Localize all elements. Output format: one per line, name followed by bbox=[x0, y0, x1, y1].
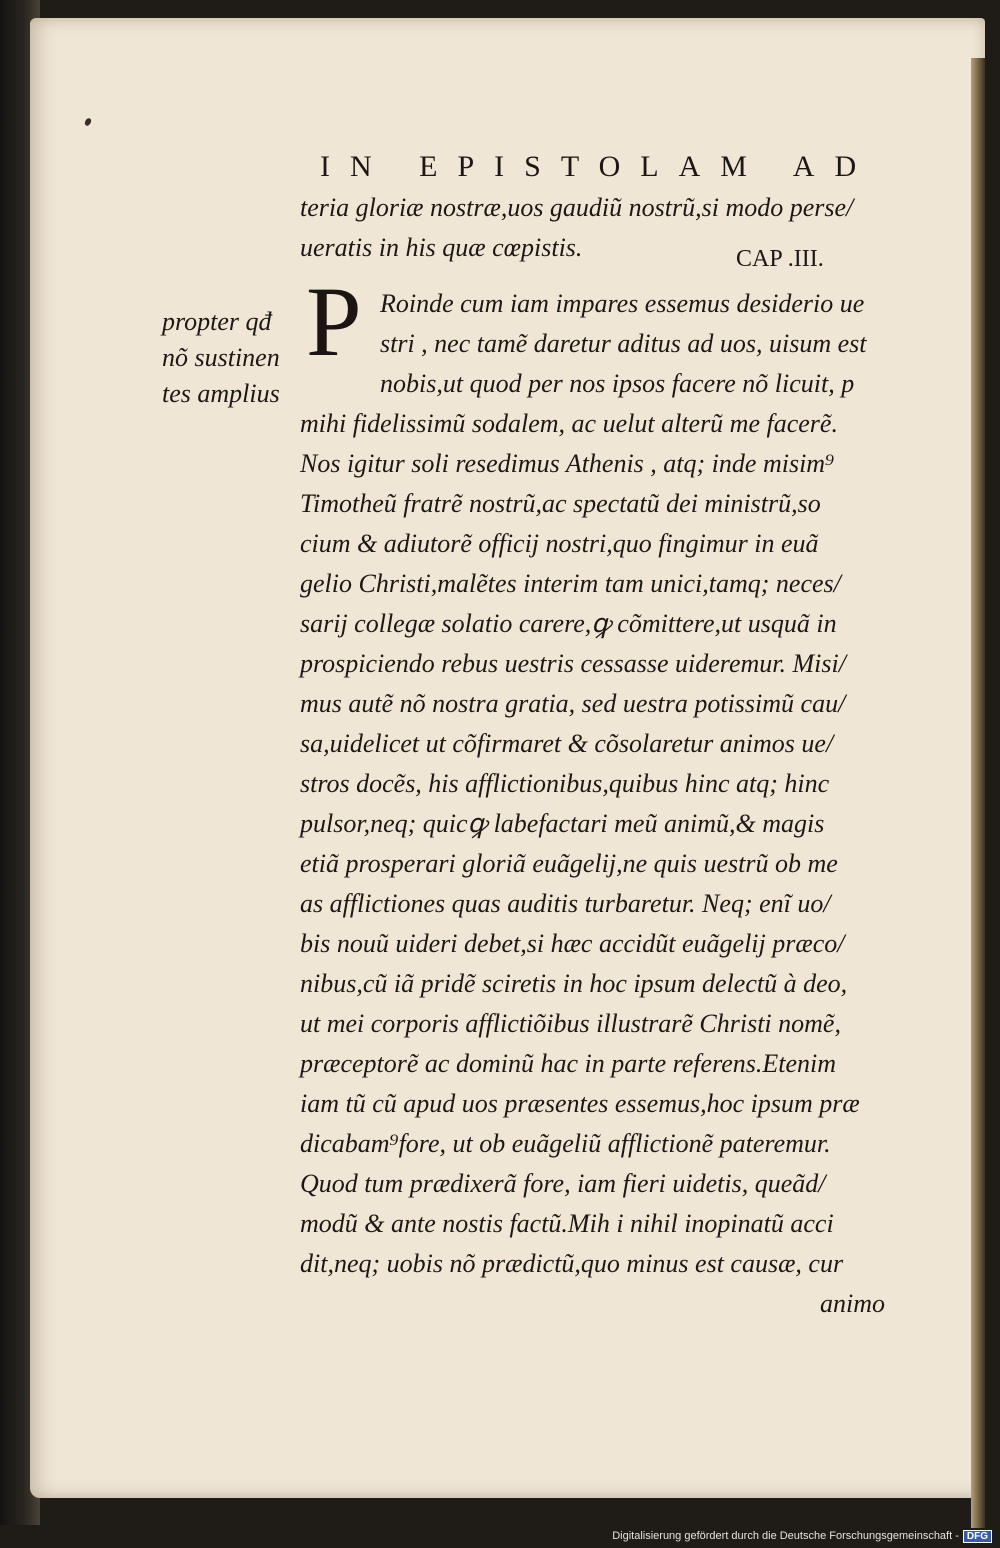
text-line: nobis,ut quod per nos ipsos facere nõ licuit, p bbox=[380, 369, 855, 398]
drop-cap-lines bbox=[380, 284, 867, 404]
text-line: teria gloriæ nostræ,uos gaudiũ nostrũ,si modo perse/ bbox=[300, 193, 854, 222]
drop-cap: P bbox=[306, 266, 362, 377]
page-edge bbox=[971, 58, 985, 1528]
text-line: iam tũ cũ apud uos præsentes essemus,hoc ipsum præ bbox=[300, 1089, 860, 1118]
digitization-credit bbox=[612, 1530, 992, 1543]
text-line: mihi fidelissimũ sodalem, ac uelut alterũ me facerẽ. bbox=[300, 409, 838, 438]
text-line: as afflictiones quas auditis turbaretur. Neq; enĩ uo/ bbox=[300, 889, 831, 918]
text-line: stri , nec tamẽ daretur aditus ad uos, uisum est bbox=[380, 329, 867, 358]
main-text bbox=[300, 404, 885, 1324]
text-line: Timotheũ fratrẽ nostrũ,ac spectatũ dei ministrũ,so bbox=[300, 489, 821, 518]
text-line: modũ & ante nostis factũ.Mih i nihil inopinatũ acci bbox=[300, 1209, 834, 1238]
text-line: bis nouũ uideri debet,si hæc accidũt euãgelij præco/ bbox=[300, 929, 845, 958]
text-line: Nos igitur soli resedimus Athenis , atq; inde misim⁹ bbox=[300, 449, 835, 478]
text-line: pulsor,neq; quicꝙ labefactari meũ animũ,& magis bbox=[300, 809, 825, 838]
text-line: nibus,cũ iã pridẽ sciretis in hoc ipsum delectũ à deo, bbox=[300, 969, 848, 998]
text-line: etiã prosperari gloriã euãgelij,ne quis uestrũ ob me bbox=[300, 849, 838, 878]
text-line: gelio Christi,malẽtes interim tam unici,tamq; neces/ bbox=[300, 569, 841, 598]
gloss-line: propter qđ bbox=[162, 307, 272, 336]
text-line: dit,neq; uobis nõ prædictũ,quo minus est causæ, cur bbox=[300, 1249, 844, 1278]
dfg-logo: DFG bbox=[963, 1530, 992, 1543]
text-line: præceptorẽ ac dominũ hac in parte referens.Etenim bbox=[300, 1049, 837, 1078]
text-line: dicabam⁹fore, ut ob euãgeliũ afflictionẽ pateremur. bbox=[300, 1129, 831, 1158]
text-line: ut mei corporis afflictiõibus illustrarẽ Christi nomẽ, bbox=[300, 1009, 841, 1038]
gloss-line: tes amplius bbox=[162, 379, 280, 408]
text-line: mus autẽ nõ nostra gratia, sed uestra potissimũ cau/ bbox=[300, 689, 846, 718]
text-line: Roinde cum iam impares essemus desiderio ue bbox=[380, 289, 865, 318]
gloss-line: nõ sustinen bbox=[162, 343, 280, 372]
catchword: animo bbox=[820, 1289, 885, 1318]
text-line: prospiciendo rebus uestris cessasse uideremur. Misi/ bbox=[300, 649, 846, 678]
text-line: ueratis in his quæ cœpistis. bbox=[300, 233, 583, 262]
running-head: IN EPISTOLAM AD bbox=[320, 150, 877, 183]
marginal-gloss bbox=[162, 304, 280, 412]
text-line: cium & adiutorẽ officij nostri,quo fingimur in euã bbox=[300, 529, 819, 558]
text-line: sa,uidelicet ut cõfirmaret & cõsolaretur animos ue/ bbox=[300, 729, 834, 758]
credit-text: Digitalisierung gefördert durch die Deutsche Forschungsgemeinschaft - bbox=[612, 1530, 959, 1542]
text-line: sarij collegæ solatio carere,ꝙ cõmittere,ut usquã in bbox=[300, 609, 837, 638]
chapter-heading: CAP .III. bbox=[736, 246, 824, 272]
text-line: stros docẽs, his afflictionibus,quibus hinc atq; hinc bbox=[300, 769, 830, 798]
text-line: Quod tum prædixerã fore, iam fieri uidetis, queãd/ bbox=[300, 1169, 826, 1198]
